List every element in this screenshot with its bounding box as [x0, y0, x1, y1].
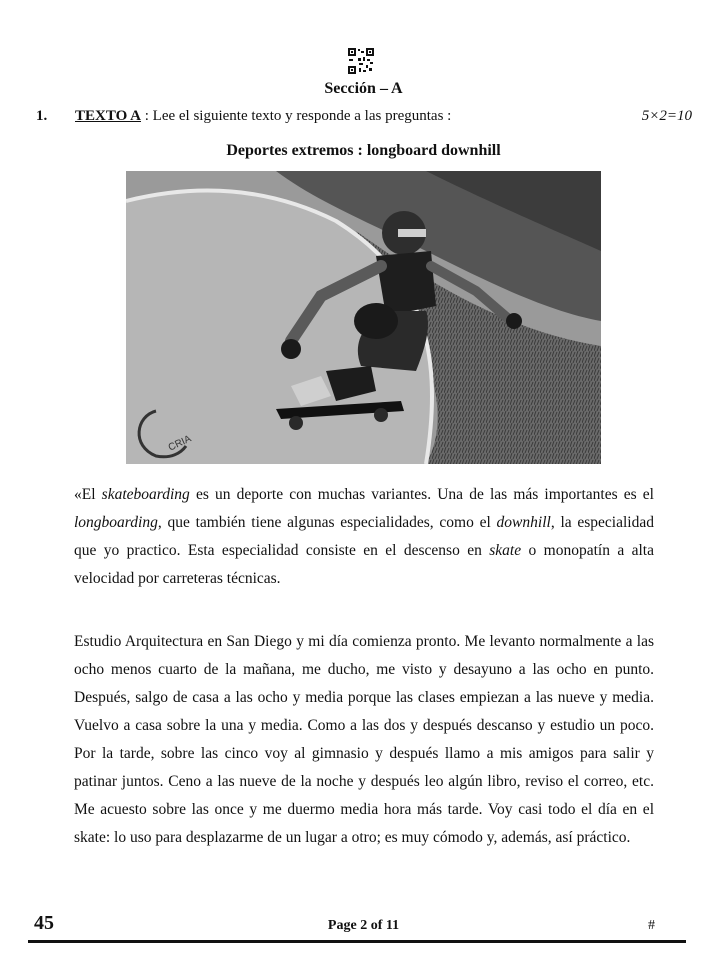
page-footer: [0, 912, 727, 942]
p1-italic-2: longboarding: [74, 514, 158, 531]
p1-italic-3: downhill: [496, 514, 551, 531]
text-label: TEXTO A: [75, 108, 141, 124]
photo-signature: CRIA: [166, 433, 194, 454]
qr-code-icon: [348, 48, 374, 74]
instruction-text: : Lee el siguiente texto y responde a las preguntas :: [141, 108, 452, 124]
section-title: Sección – A: [324, 80, 403, 97]
footer-mark: #: [648, 918, 655, 933]
p1-text-3: , que también tiene algunas especialidades, como el: [157, 514, 497, 531]
question-line: [0, 108, 727, 130]
p1-italic-1: skateboarding: [101, 486, 190, 503]
paragraph-2: Estudio Arquitectura en San Diego y mi día comienza pronto. Me levanto normalmente a las ocho menos cuarto de la mañana, me ducho, me visto y desayuno a las ocho en punto. Después, salgo de casa a las ocho y media porque las clases empiezan a las nueve y media. Vuelvo a casa sobre la una y media. Como a las dos y después descanso y estudio un poco. Por la tarde, sobre las cinco voy al gimnasio y después llamo a mis amigos para salir y patinar juntos. Ceno a las nueve de la noche y después leo algún libro, reviso el correo, etc. Me acuesto sobre las once y me duermo media hora más tarde. Voy casi todo el día en el skate: lo uso para desplazarme de un lugar a otro; es muy cómodo y, además, así práctico.: [74, 633, 654, 846]
question-number: 1.: [36, 108, 48, 124]
p1-text-5: o monopatín a alta velocidad por carreteras técnicas.: [74, 542, 654, 587]
p1-text-2: es un deporte con muchas variantes. Una de las más importantes es el: [189, 486, 654, 503]
skateboarder-photo: [126, 171, 601, 464]
p1-italic-4: skate: [489, 542, 522, 559]
paragraph-1: [74, 481, 654, 593]
p1-text-4: , la especialidad que yo practico. Esta especialidad consiste en el descenso en: [74, 514, 654, 559]
question-instruction: [75, 108, 451, 125]
footer-rule: [28, 940, 686, 943]
article-title: Deportes extremos : longboard downhill: [226, 142, 501, 159]
p1-text-1: «El: [74, 486, 102, 503]
page-number: Page 2 of 11: [327, 918, 400, 933]
paper-code: 45: [34, 912, 54, 934]
marks: 5×2=10: [641, 108, 692, 124]
